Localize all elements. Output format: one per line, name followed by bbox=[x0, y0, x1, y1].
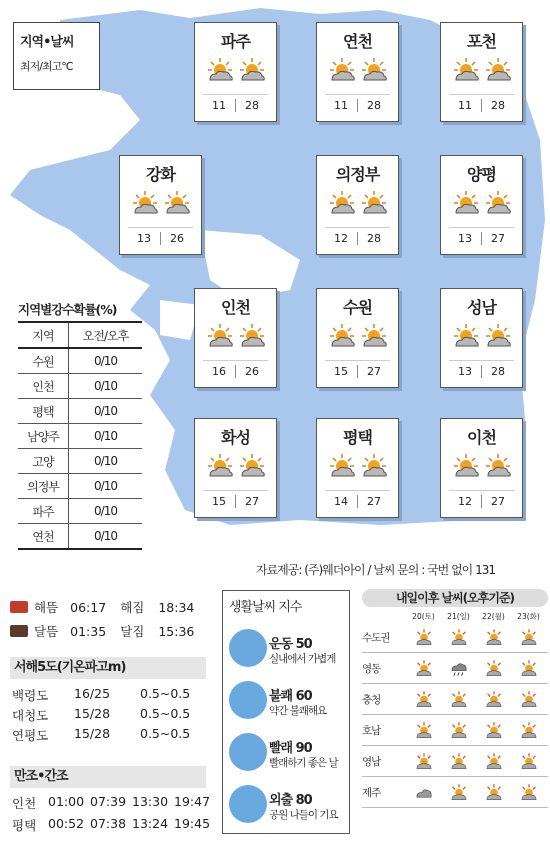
rain-region: 연천 bbox=[18, 524, 69, 550]
sunset-label: 해짐 bbox=[120, 600, 145, 615]
forecast-row bbox=[362, 746, 548, 777]
forecast-region: 수도권 bbox=[362, 631, 390, 644]
city-name: 강화 bbox=[146, 165, 175, 184]
tide-time: 07:39 bbox=[90, 794, 127, 809]
forecast-row bbox=[362, 653, 548, 684]
rain-region: 고양 bbox=[18, 449, 69, 474]
life-sub: 빨래하기 좋은 날 bbox=[269, 757, 338, 769]
sunrise-icon bbox=[10, 601, 28, 613]
island-temp: 16/25 bbox=[74, 686, 111, 701]
forecast-region: 영동 bbox=[362, 662, 381, 675]
temp-low: 12 bbox=[325, 232, 358, 245]
tide-title: 만조•간조 bbox=[10, 766, 206, 788]
am-partly-sunny-icon bbox=[206, 56, 234, 88]
rain-row bbox=[18, 499, 142, 524]
life-index-item bbox=[229, 681, 345, 723]
pm-partly-sunny-icon bbox=[163, 189, 191, 221]
city-name: 인천 bbox=[221, 298, 250, 317]
rain-prob: 0/10 bbox=[69, 499, 143, 524]
forecast-panel bbox=[362, 589, 548, 808]
temp-high: 27 bbox=[245, 495, 259, 508]
tide-time: 00:52 bbox=[48, 816, 85, 831]
partly-sunny-icon bbox=[511, 783, 546, 801]
tide-time: 13:30 bbox=[132, 794, 169, 809]
forecast-date: 20(토) bbox=[412, 612, 435, 621]
rain-region: 파주 bbox=[18, 499, 69, 524]
partly-sunny-icon bbox=[441, 783, 476, 801]
forecast-row bbox=[362, 715, 548, 746]
am-partly-sunny-icon bbox=[452, 189, 480, 221]
moonrise-icon bbox=[10, 625, 28, 637]
forecast-row bbox=[362, 684, 548, 715]
temp-high: 28 bbox=[245, 99, 259, 112]
city-name: 수원 bbox=[343, 298, 372, 317]
city-name: 평택 bbox=[343, 428, 372, 447]
island-temp: 15/28 bbox=[74, 726, 111, 741]
sunset-time: 18:34 bbox=[158, 599, 195, 615]
pm-partly-sunny-icon bbox=[484, 452, 512, 484]
temp-high: 28 bbox=[491, 99, 505, 112]
temp-high: 26 bbox=[245, 365, 259, 378]
city-card bbox=[194, 418, 277, 518]
city-card bbox=[194, 288, 277, 388]
rain-header-ampm: 오전/오후 bbox=[69, 322, 143, 348]
pm-partly-sunny-icon bbox=[238, 322, 266, 354]
partly-sunny-icon bbox=[406, 690, 441, 708]
city-card bbox=[194, 22, 277, 122]
city-name: 포천 bbox=[467, 32, 496, 51]
tide-row bbox=[12, 816, 216, 834]
am-partly-sunny-icon bbox=[452, 322, 480, 354]
rain-region: 의정부 bbox=[18, 474, 69, 499]
am-partly-sunny-icon bbox=[328, 56, 356, 88]
island-name: 백령도 bbox=[12, 688, 49, 703]
am-partly-sunny-icon bbox=[206, 452, 234, 484]
pm-partly-sunny-icon bbox=[360, 189, 388, 221]
life-sub: 약간 불쾌해요 bbox=[269, 705, 327, 717]
legend-title: 지역•날씨 bbox=[20, 35, 74, 50]
city-card bbox=[119, 155, 202, 255]
island-wave: 0.5~0.5 bbox=[140, 686, 191, 701]
sun-row bbox=[10, 598, 194, 616]
temp-high: 28 bbox=[491, 365, 505, 378]
forecast-region: 제주 bbox=[362, 786, 381, 799]
forecast-region: 호남 bbox=[362, 724, 381, 737]
temp-low: 13 bbox=[449, 232, 482, 245]
am-partly-sunny-icon bbox=[452, 56, 480, 88]
forecast-region: 영남 bbox=[362, 755, 381, 768]
life-label: 빨래 90 bbox=[269, 741, 312, 756]
temp-high: 27 bbox=[367, 495, 381, 508]
sunrise-label: 해뜸 bbox=[34, 600, 59, 615]
rain-region: 인천 bbox=[18, 374, 69, 399]
life-sub: 공원 나들이 기요 bbox=[269, 809, 338, 821]
rain-region: 평택 bbox=[18, 399, 69, 424]
moonset-label: 달짐 bbox=[120, 624, 145, 639]
city-name: 파주 bbox=[221, 32, 250, 51]
moonrise-label: 달뜸 bbox=[34, 624, 59, 639]
am-partly-sunny-icon bbox=[131, 189, 159, 221]
running-icon bbox=[229, 629, 267, 667]
tide-row bbox=[12, 794, 216, 812]
island-wave: 0.5~0.5 bbox=[140, 706, 191, 721]
temp-low: 13 bbox=[449, 365, 482, 378]
outing-icon bbox=[229, 785, 267, 823]
rain-row bbox=[18, 374, 142, 399]
west-sea-title: 서해5도(기온파고m) bbox=[10, 657, 206, 679]
tide-time: 13:24 bbox=[132, 816, 169, 831]
forecast-date: 23(화) bbox=[517, 612, 540, 621]
rain-row bbox=[18, 399, 142, 424]
rain-title: 지역별강수확률(%) bbox=[18, 302, 117, 317]
temp-high: 27 bbox=[491, 232, 505, 245]
west-sea-row bbox=[12, 726, 190, 744]
laundry-icon bbox=[229, 733, 267, 771]
forecast-title: 내일이후 날씨(오후기준) bbox=[362, 589, 548, 607]
pm-partly-sunny-icon bbox=[360, 452, 388, 484]
temp-low: 16 bbox=[203, 365, 236, 378]
partly-sunny-icon bbox=[511, 659, 546, 677]
forecast-date: 21(일) bbox=[447, 612, 470, 621]
island-name: 대청도 bbox=[12, 708, 49, 723]
tide-place: 평택 bbox=[12, 818, 37, 833]
city-name: 연천 bbox=[343, 32, 372, 51]
life-index-item bbox=[229, 733, 345, 775]
rain-prob: 0/10 bbox=[69, 449, 143, 474]
am-partly-sunny-icon bbox=[328, 452, 356, 484]
rain-header-region: 지역 bbox=[18, 322, 69, 348]
pm-partly-sunny-icon bbox=[484, 189, 512, 221]
am-partly-sunny-icon bbox=[206, 322, 234, 354]
island-temp: 15/28 bbox=[74, 706, 111, 721]
city-card bbox=[440, 418, 523, 518]
tide-time: 01:00 bbox=[48, 794, 85, 809]
partly-sunny-icon bbox=[511, 721, 546, 739]
tide-time: 07:38 bbox=[90, 816, 127, 831]
life-index-item bbox=[229, 785, 345, 827]
pm-partly-sunny-icon bbox=[238, 56, 266, 88]
city-name: 의정부 bbox=[335, 165, 380, 184]
rain-icon bbox=[441, 659, 476, 677]
partly-sunny-icon bbox=[476, 628, 511, 646]
temp-low: 14 bbox=[325, 495, 358, 508]
island-wave: 0.5~0.5 bbox=[140, 726, 191, 741]
discomfort-icon bbox=[229, 681, 267, 719]
life-title: 생활날씨 지수 bbox=[229, 600, 302, 615]
forecast-region: 충청 bbox=[362, 693, 381, 706]
partly-sunny-icon bbox=[511, 690, 546, 708]
sunrise-time: 06:17 bbox=[70, 599, 107, 615]
city-card bbox=[440, 22, 523, 122]
partly-sunny-icon bbox=[511, 752, 546, 770]
life-index-panel bbox=[222, 590, 350, 834]
partly-sunny-icon bbox=[476, 783, 511, 801]
temp-low: 11 bbox=[449, 99, 482, 112]
city-name: 이천 bbox=[467, 428, 496, 447]
city-card bbox=[316, 22, 399, 122]
rain-row bbox=[18, 348, 142, 374]
pm-partly-sunny-icon bbox=[484, 56, 512, 88]
moonset-time: 15:36 bbox=[158, 623, 195, 639]
partly-sunny-icon bbox=[406, 752, 441, 770]
partly-sunny-icon bbox=[476, 721, 511, 739]
pm-partly-sunny-icon bbox=[360, 56, 388, 88]
legend-box bbox=[13, 22, 100, 90]
rain-probability-table bbox=[18, 300, 144, 550]
temp-high: 27 bbox=[367, 365, 381, 378]
temp-high: 27 bbox=[491, 495, 505, 508]
forecast-row bbox=[362, 777, 548, 808]
city-card bbox=[316, 418, 399, 518]
temp-low: 11 bbox=[325, 99, 358, 112]
cloudy-icon bbox=[406, 783, 441, 801]
city-card bbox=[440, 288, 523, 388]
partly-sunny-icon bbox=[441, 721, 476, 739]
temp-high: 28 bbox=[367, 99, 381, 112]
partly-sunny-icon bbox=[406, 659, 441, 677]
partly-sunny-icon bbox=[476, 752, 511, 770]
life-sub: 실내에서 가볍게 bbox=[269, 653, 336, 665]
rain-row bbox=[18, 524, 142, 550]
moon-row bbox=[10, 622, 194, 640]
island-name: 연평도 bbox=[12, 728, 49, 743]
partly-sunny-icon bbox=[406, 721, 441, 739]
pm-partly-sunny-icon bbox=[360, 322, 388, 354]
city-card bbox=[440, 155, 523, 255]
rain-prob: 0/10 bbox=[69, 399, 143, 424]
city-name: 성남 bbox=[467, 298, 496, 317]
temp-low: 13 bbox=[128, 232, 161, 245]
tide-time: 19:47 bbox=[174, 794, 211, 809]
am-partly-sunny-icon bbox=[328, 189, 356, 221]
west-sea-row bbox=[12, 686, 190, 704]
rain-prob: 0/10 bbox=[69, 348, 143, 374]
partly-sunny-icon bbox=[441, 628, 476, 646]
data-credit: 자료제공: (주)웨더아이 / 날씨 문의 : 국번 없이 131 bbox=[256, 563, 495, 577]
forecast-row bbox=[362, 622, 548, 653]
forecast-date: 22(월) bbox=[482, 612, 505, 621]
partly-sunny-icon bbox=[476, 659, 511, 677]
partly-sunny-icon bbox=[441, 690, 476, 708]
city-name: 화성 bbox=[221, 428, 250, 447]
rain-region: 수원 bbox=[18, 348, 69, 374]
temp-low: 11 bbox=[203, 99, 236, 112]
rain-prob: 0/10 bbox=[69, 424, 143, 449]
pm-partly-sunny-icon bbox=[238, 452, 266, 484]
rain-row bbox=[18, 424, 142, 449]
rain-row bbox=[18, 449, 142, 474]
city-name: 양평 bbox=[467, 165, 496, 184]
temp-high: 26 bbox=[170, 232, 184, 245]
moonrise-time: 01:35 bbox=[70, 623, 107, 639]
rain-prob: 0/10 bbox=[69, 374, 143, 399]
city-card bbox=[316, 155, 399, 255]
temp-low: 15 bbox=[203, 495, 236, 508]
temp-low: 15 bbox=[325, 365, 358, 378]
life-label: 운동 50 bbox=[269, 637, 312, 652]
tide-place: 인천 bbox=[12, 796, 37, 811]
life-label: 불쾌 60 bbox=[269, 689, 312, 704]
life-index-item bbox=[229, 629, 345, 671]
rain-prob: 0/10 bbox=[69, 474, 143, 499]
tide-time: 19:45 bbox=[174, 816, 211, 831]
west-sea-row bbox=[12, 706, 190, 724]
am-partly-sunny-icon bbox=[328, 322, 356, 354]
temp-high: 28 bbox=[367, 232, 381, 245]
partly-sunny-icon bbox=[406, 628, 441, 646]
am-partly-sunny-icon bbox=[452, 452, 480, 484]
life-label: 외출 80 bbox=[269, 793, 312, 808]
temp-low: 12 bbox=[449, 495, 482, 508]
rain-region: 남양주 bbox=[18, 424, 69, 449]
rain-row bbox=[18, 474, 142, 499]
rain-prob: 0/10 bbox=[69, 524, 143, 550]
partly-sunny-icon bbox=[476, 690, 511, 708]
partly-sunny-icon bbox=[441, 752, 476, 770]
partly-sunny-icon bbox=[511, 628, 546, 646]
legend-subtitle: 최저/최고℃ bbox=[20, 60, 73, 73]
city-card bbox=[316, 288, 399, 388]
pm-partly-sunny-icon bbox=[484, 322, 512, 354]
